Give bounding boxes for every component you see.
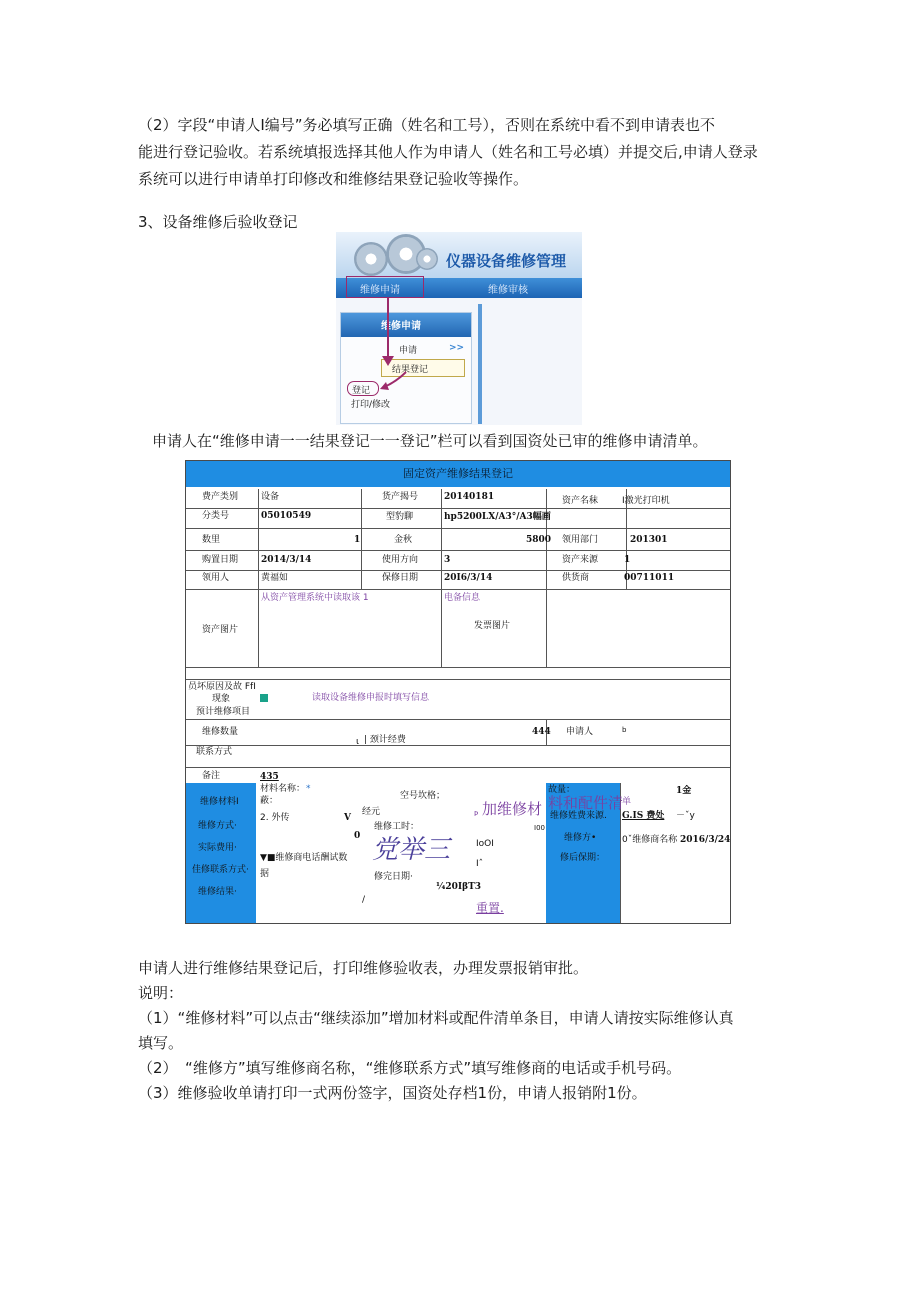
value-class-no: 05010549 — [261, 511, 312, 521]
add-material-link-3[interactable]: 单 — [622, 797, 632, 807]
menu-item-apply[interactable]: 申请 — [399, 346, 418, 356]
label-method: 维修方式· — [198, 821, 237, 831]
tab-repair-review[interactable]: 维修审核 — [488, 285, 528, 296]
divider — [186, 767, 730, 768]
label-asset-no: 货产揭号 — [382, 492, 419, 502]
divider — [186, 667, 730, 668]
label-finish-date: 修完日期· — [374, 872, 413, 882]
label-empty-spec: 空号坎格； — [400, 791, 446, 801]
label-purchase-date: 购置日期 — [202, 555, 239, 565]
value-vendor-date: 2016/3/24 — [680, 835, 731, 845]
small-p: Þ — [474, 810, 479, 818]
menu-item-label: 结果登记 — [392, 365, 429, 375]
caption: 申请人在“维修申请一一结果登记一一登记”栏可以看到国资处已审的维修申请清单。 — [152, 432, 708, 450]
qty-mark: ι — [356, 737, 360, 747]
menu-item-print[interactable]: 打印/修改 — [351, 400, 391, 410]
label-actual-cost: 实际费用· — [198, 843, 237, 853]
label-plan: 预计维修项目 — [196, 707, 251, 717]
label-asset-name: 资产名秣 — [562, 496, 599, 506]
label-vendor-name: 0ˇ维修商名称 — [622, 835, 678, 845]
label-warranty: 保修日期 — [382, 573, 419, 583]
label-class-no: 分类号 — [202, 511, 230, 521]
value-quantity: 1 — [354, 535, 361, 545]
label-vendor-contact: 佳修联系方式· — [192, 865, 249, 875]
square-icon — [260, 694, 268, 702]
label-invoice-picture[interactable]: 发票图片 — [474, 621, 511, 631]
value-purchase-date: 2014/3/14 — [261, 555, 312, 565]
label-after-warranty: 修后保期： — [560, 853, 606, 863]
label-material-cut: 蔽： — [260, 796, 279, 806]
tab-repair-apply[interactable]: 维修申请 — [360, 285, 400, 296]
label-budget: | 颈计经费 — [364, 735, 406, 745]
value-qty-field: 1金 — [676, 786, 692, 796]
label-yuan: 经元 — [362, 807, 381, 817]
label-fault-2: 现象 — [212, 694, 231, 704]
label-material-name: 材料名称： — [260, 784, 306, 794]
label-amount: 金秋 — [394, 535, 413, 545]
pic-hint-2: 电备信息 — [444, 593, 481, 603]
divider — [186, 508, 730, 509]
note-line: （2） “维修方”填写维修商名称，“维修联系方式”填写维修商的电话或手机号码。 — [138, 1059, 682, 1077]
value-finish-date: ¼20ΙβT3 — [436, 882, 482, 892]
label-asset-picture: 资产图片 — [202, 625, 239, 635]
ioo-mark: IoOI — [476, 839, 494, 849]
value-fee-source: G.IS 费处 — [622, 811, 665, 821]
reset-button[interactable]: 重置. — [476, 901, 504, 915]
note-line: （3）维修验收单请打印一式两份签字，国资处存档1份，申请人报销附1份。 — [138, 1084, 647, 1102]
label-repair-qty: 维修数量 — [202, 727, 239, 737]
value-supplier: 00711011 — [624, 573, 675, 583]
label-fault: 员坏原因及故 FfI — [188, 682, 256, 692]
label-fee-source: 维修姓费来源. — [550, 811, 607, 821]
label-usage: 使用方向 — [382, 555, 419, 565]
label-outsource: 2. 外传 — [260, 813, 290, 823]
divider — [186, 745, 730, 746]
label-model: 型豹聊 — [386, 512, 414, 522]
fault-hint: 读取设备维修申报时填写信息 — [312, 693, 430, 703]
result-form — [185, 460, 731, 924]
label-quantity: 数里 — [202, 535, 221, 545]
app-title: 仪器设备维修管理 — [446, 252, 567, 270]
i-mark: Iˆ — [476, 859, 484, 869]
value-note: 435 — [260, 772, 279, 782]
label-contact: 联系方式 — [196, 747, 233, 757]
label-vendor-phone: ▼■维修商电话酬试数 — [260, 853, 348, 863]
divider — [186, 719, 730, 720]
value-model: hp5200LX/A3°/A3幅画 — [444, 512, 551, 522]
note-line: （1）“维修材料”可以点击“继续添加”增加材料或配件清单条目，申请人请按实际维修认真 — [138, 1009, 734, 1027]
divider — [186, 550, 730, 551]
value-warranty: 20І6/3/14 — [444, 573, 493, 583]
arrow-icon — [336, 232, 582, 425]
zero-mark: 0 — [354, 831, 361, 841]
label-data: 据 — [260, 869, 270, 879]
label-repairer: 维修方• — [564, 833, 597, 843]
value-user: 黄福如 — [261, 573, 289, 583]
divider — [258, 489, 259, 667]
value-asset-category: 设备 — [261, 492, 280, 502]
note-title: 说明： — [138, 984, 184, 1002]
divider — [186, 528, 730, 529]
divider — [361, 489, 362, 589]
value-applicant: b — [622, 726, 627, 734]
app-screenshot — [336, 232, 582, 425]
add-material-link[interactable]: 加维修材 — [482, 800, 543, 818]
paragraph-line: 能进行登记验收。若系统填报选择其他人作为申请人（姓名和工号必填）并提交后,申请人登录 — [138, 143, 758, 161]
divider — [186, 570, 730, 571]
v-mark: V — [344, 813, 351, 823]
divider — [186, 589, 730, 590]
fee-source-tail: －ˇy — [676, 811, 695, 821]
value-department: 201301 — [630, 535, 668, 545]
section-heading: 3、设备维修后验收登记 — [138, 213, 298, 231]
paragraph-line: 申请人进行维修结果登记后，打印维修验收表，办理发票报销审批。 — [138, 959, 589, 977]
sidebar-header: 维修申请 — [341, 313, 471, 337]
label-note: 备注 — [202, 771, 221, 781]
t100: І00 — [534, 824, 545, 832]
label-user: 领用人 — [202, 573, 230, 583]
add-material-link-2[interactable]: 料和配件清 — [548, 794, 624, 812]
required-mark: * — [306, 784, 311, 794]
divider — [186, 679, 730, 680]
value-usage: 3 — [444, 555, 451, 565]
value-asset-name: Ⅰ激光打印机 — [622, 496, 670, 506]
label-qty-field: 故量： — [548, 785, 576, 795]
slash-mark: / — [362, 895, 366, 905]
label-source: 资产来源 — [562, 555, 599, 565]
paragraph-line: （2）字段“申请人Ⅰ编号”务必填写正确（姓名和工号），否则在系统中看不到申请表也不 — [138, 116, 716, 134]
label-applicant: 申请人 — [566, 727, 594, 737]
value-source: 1 — [624, 555, 631, 565]
label-asset-category: 费产类别 — [202, 492, 239, 502]
handwritten-signature: 党举三 — [372, 835, 451, 865]
label-work-hours: 维修工时： — [374, 822, 420, 832]
label-supplier: 供货商 — [562, 573, 590, 583]
form-header — [186, 461, 730, 487]
label-department: 领用部门 — [562, 535, 599, 545]
label-material: 维修材料Ⅰ — [200, 797, 239, 807]
divider — [441, 489, 442, 667]
value-asset-no: 20140181 — [444, 492, 495, 502]
form-title: 固定资产维修结果登记 — [403, 467, 513, 480]
paragraph-line: 系统可以进行申请单打印修改和维修结果登记验收等操作。 — [138, 170, 529, 188]
chevron-right-icon: >> — [449, 343, 465, 353]
value-amount: 5800 — [526, 535, 552, 545]
pic-hint: 从资产管理系统中读取该 1 — [261, 593, 369, 603]
note-line: 填写。 — [138, 1034, 184, 1052]
label-result: 维修结果· — [198, 887, 237, 897]
menu-item-label: 登记 — [352, 386, 371, 396]
value-budget: 444 — [532, 727, 551, 737]
